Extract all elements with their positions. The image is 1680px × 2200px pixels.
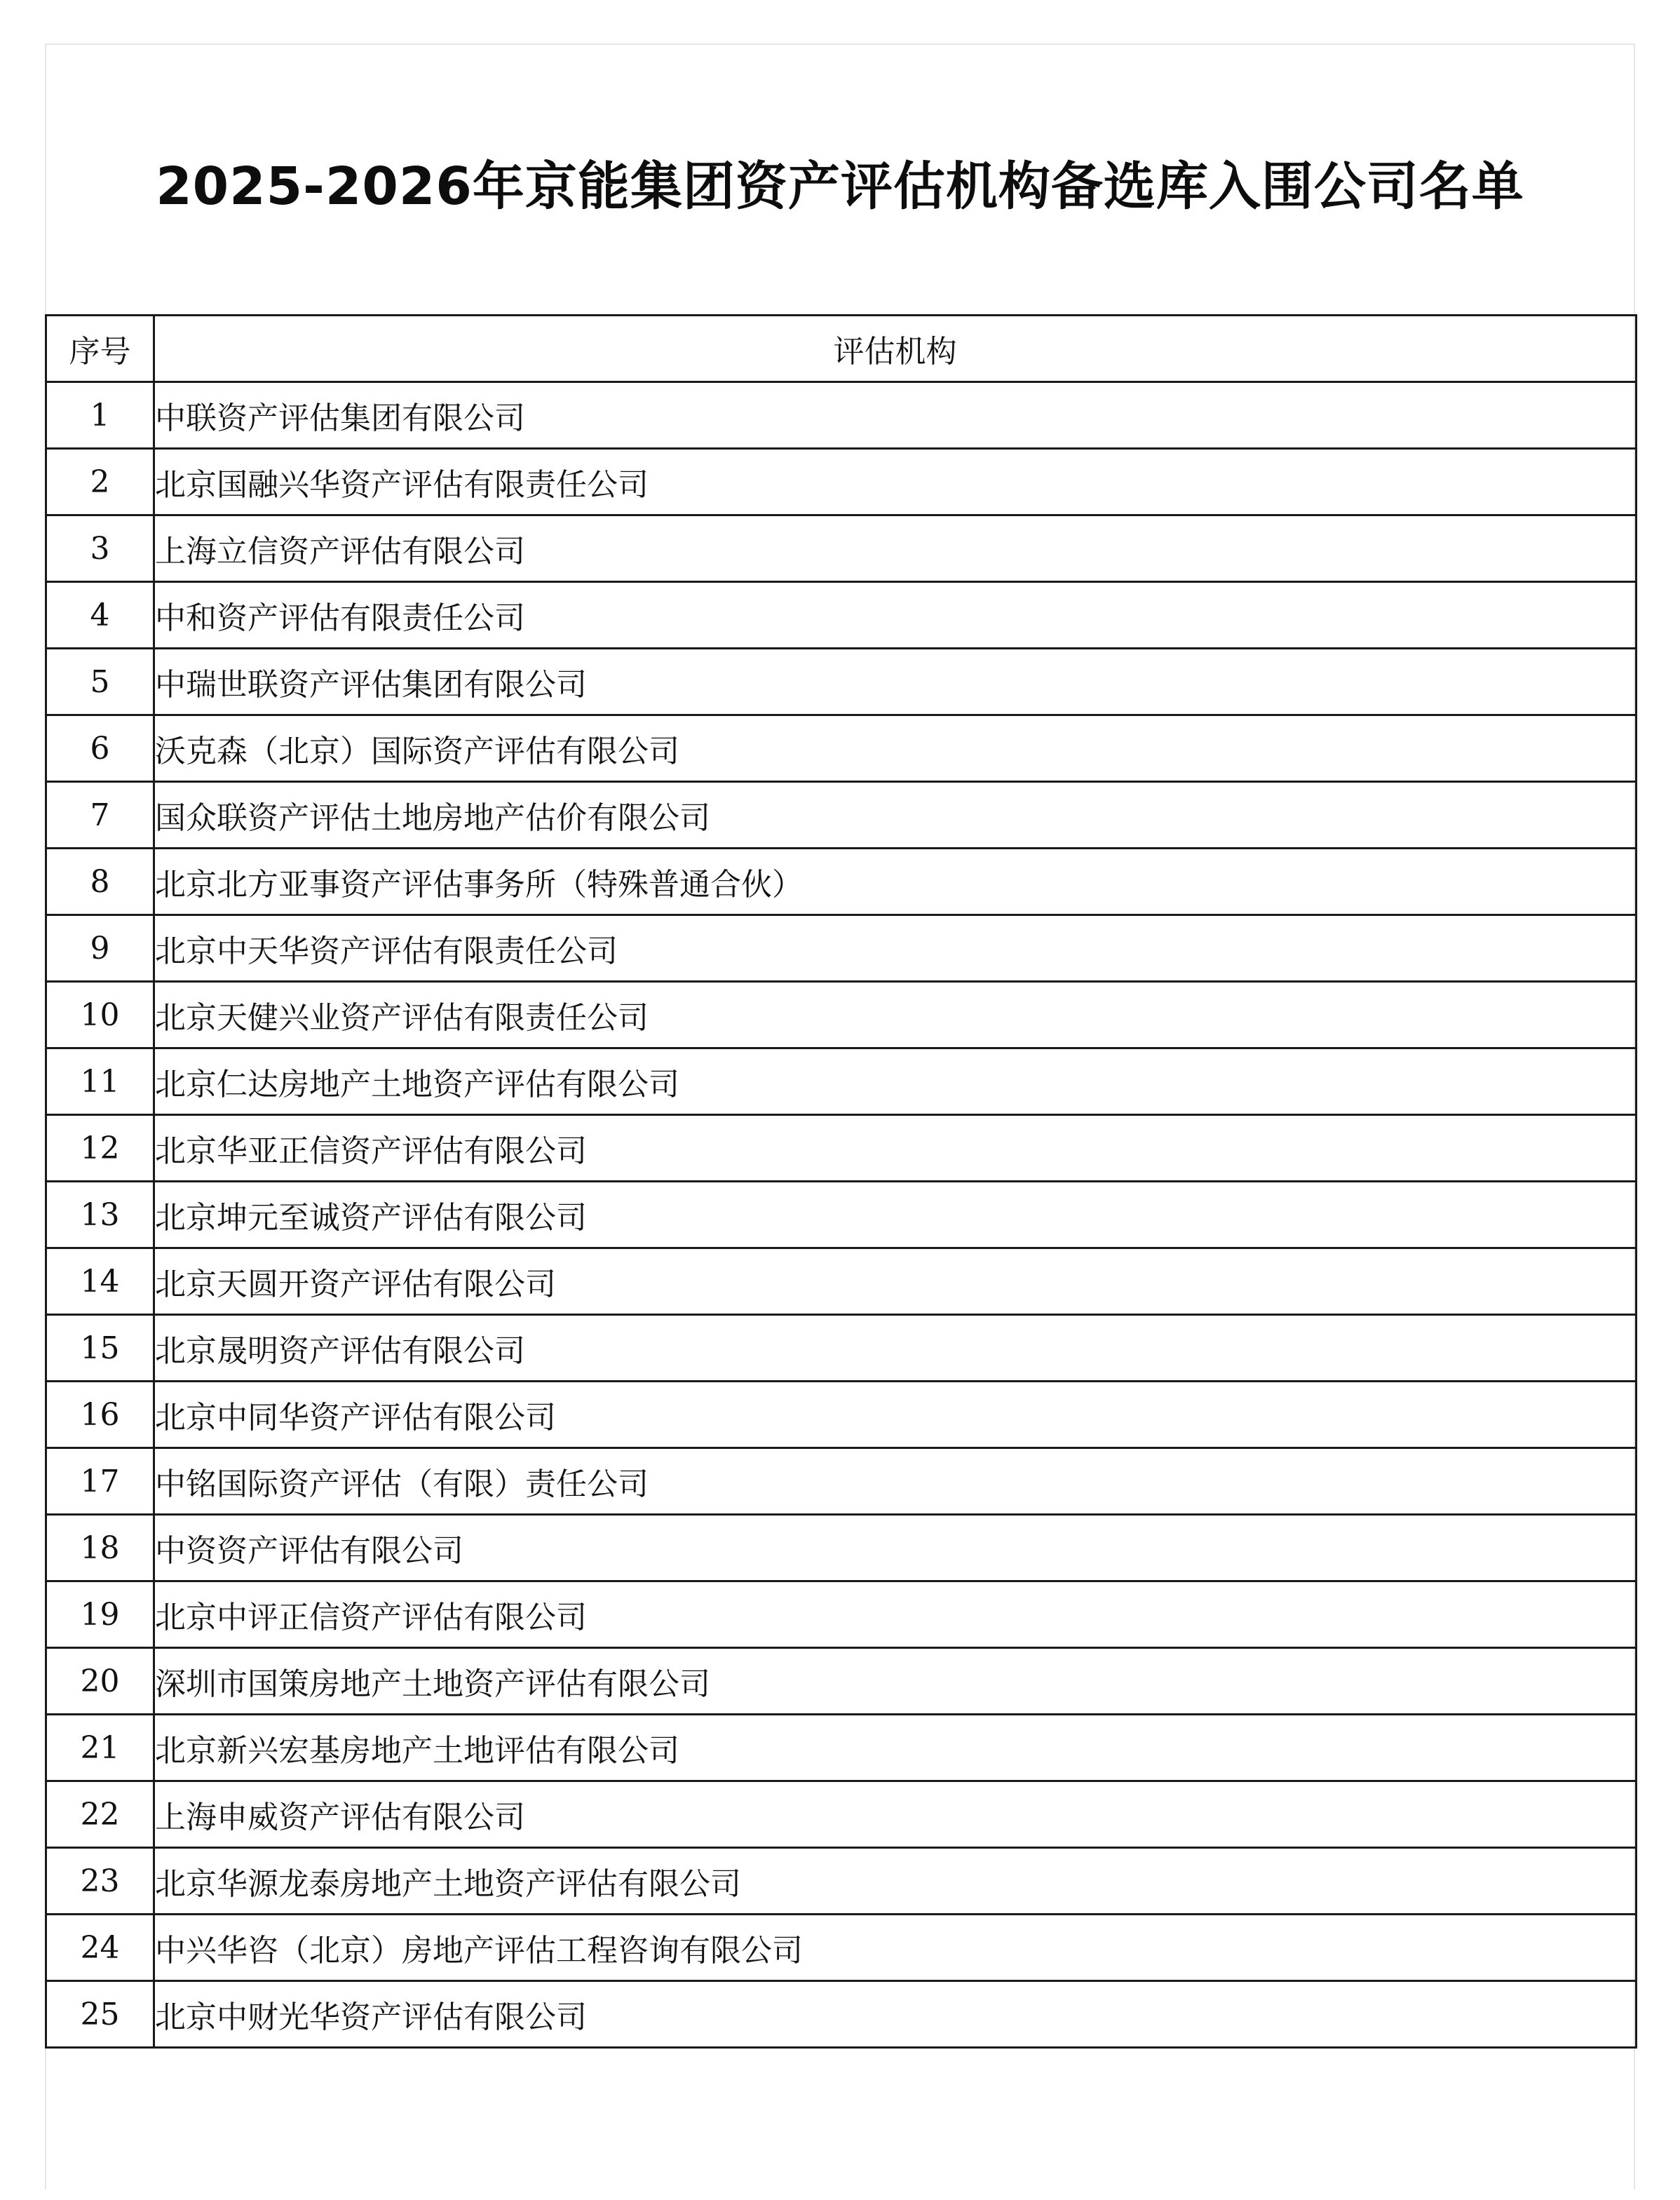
- row-seq: 25: [46, 1981, 154, 2048]
- row-seq: 1: [46, 382, 154, 449]
- table-row: [46, 1648, 1637, 1715]
- row-institution-name: 国众联资产评估土地房地产估价有限公司: [154, 782, 1637, 849]
- table-row: [46, 1781, 1637, 1848]
- table-row: [46, 449, 1637, 515]
- document-sheet: [45, 43, 1635, 2189]
- row-institution-name: 北京北方亚事资产评估事务所（特殊普通合伙）: [154, 849, 1637, 915]
- row-seq: 23: [46, 1848, 154, 1915]
- table-row: [46, 649, 1637, 715]
- row-institution-name: 中联资产评估集团有限公司: [154, 382, 1637, 449]
- row-seq: 11: [46, 1048, 154, 1115]
- table-row: [46, 1515, 1637, 1581]
- row-institution-name: 北京晟明资产评估有限公司: [154, 1315, 1637, 1382]
- table-row: [46, 1848, 1637, 1915]
- row-seq: 18: [46, 1515, 154, 1581]
- row-institution-name: 中和资产评估有限责任公司: [154, 582, 1637, 649]
- row-seq: 13: [46, 1182, 154, 1248]
- table-row: [46, 1715, 1637, 1781]
- row-institution-name: 北京中财光华资产评估有限公司: [154, 1981, 1637, 2048]
- row-seq: 7: [46, 782, 154, 849]
- row-seq: 3: [46, 515, 154, 582]
- row-seq: 21: [46, 1715, 154, 1781]
- row-seq: 22: [46, 1781, 154, 1848]
- row-institution-name: 北京新兴宏基房地产土地评估有限公司: [154, 1715, 1637, 1781]
- table-row: [46, 582, 1637, 649]
- row-institution-name: 中兴华咨（北京）房地产评估工程咨询有限公司: [154, 1915, 1637, 1981]
- row-institution-name: 中资资产评估有限公司: [154, 1515, 1637, 1581]
- table-row: [46, 1382, 1637, 1448]
- table-row: [46, 915, 1637, 982]
- table-row: [46, 1581, 1637, 1648]
- row-institution-name: 北京中评正信资产评估有限公司: [154, 1581, 1637, 1648]
- row-institution-name: 北京国融兴华资产评估有限责任公司: [154, 449, 1637, 515]
- table-row: [46, 1915, 1637, 1981]
- table-row: [46, 1981, 1637, 2048]
- row-institution-name: 深圳市国策房地产土地资产评估有限公司: [154, 1648, 1637, 1715]
- table-row: [46, 715, 1637, 782]
- row-institution-name: 北京中天华资产评估有限责任公司: [154, 915, 1637, 982]
- table-row: [46, 1115, 1637, 1182]
- row-institution-name: 上海申威资产评估有限公司: [154, 1781, 1637, 1848]
- row-seq: 14: [46, 1248, 154, 1315]
- row-seq: 5: [46, 649, 154, 715]
- row-seq: 16: [46, 1382, 154, 1448]
- row-institution-name: 中瑞世联资产评估集团有限公司: [154, 649, 1637, 715]
- row-seq: 19: [46, 1581, 154, 1648]
- row-institution-name: 沃克森（北京）国际资产评估有限公司: [154, 715, 1637, 782]
- row-institution-name: 北京华源龙泰房地产土地资产评估有限公司: [154, 1848, 1637, 1915]
- table-row: [46, 382, 1637, 449]
- row-seq: 24: [46, 1915, 154, 1981]
- row-seq: 8: [46, 849, 154, 915]
- row-seq: 12: [46, 1115, 154, 1182]
- table-row: [46, 1248, 1637, 1315]
- table-body: [46, 382, 1637, 2048]
- table-row: [46, 1448, 1637, 1515]
- row-seq: 2: [46, 449, 154, 515]
- row-seq: 9: [46, 915, 154, 982]
- row-institution-name: 中铭国际资产评估（有限）责任公司: [154, 1448, 1637, 1515]
- page-title: 2025-2026年京能集团资产评估机构备选库入围公司名单: [156, 156, 1524, 217]
- title-area: [46, 45, 1634, 314]
- row-institution-name: 北京中同华资产评估有限公司: [154, 1382, 1637, 1448]
- row-seq: 6: [46, 715, 154, 782]
- table-row: [46, 982, 1637, 1048]
- table-row: [46, 1315, 1637, 1382]
- institution-table: [45, 314, 1637, 2049]
- row-seq: 10: [46, 982, 154, 1048]
- table-header-row: [46, 316, 1637, 382]
- table-row: [46, 515, 1637, 582]
- row-institution-name: 北京坤元至诚资产评估有限公司: [154, 1182, 1637, 1248]
- row-seq: 4: [46, 582, 154, 649]
- table-row: [46, 1048, 1637, 1115]
- row-seq: 15: [46, 1315, 154, 1382]
- table-row: [46, 849, 1637, 915]
- table-row: [46, 1182, 1637, 1248]
- row-institution-name: 北京天圆开资产评估有限公司: [154, 1248, 1637, 1315]
- header-org: 评估机构: [154, 316, 1637, 382]
- row-institution-name: 北京天健兴业资产评估有限责任公司: [154, 982, 1637, 1048]
- table-row: [46, 782, 1637, 849]
- row-seq: 17: [46, 1448, 154, 1515]
- row-institution-name: 上海立信资产评估有限公司: [154, 515, 1637, 582]
- row-seq: 20: [46, 1648, 154, 1715]
- row-institution-name: 北京华亚正信资产评估有限公司: [154, 1115, 1637, 1182]
- row-institution-name: 北京仁达房地产土地资产评估有限公司: [154, 1048, 1637, 1115]
- header-seq: 序号: [46, 316, 154, 382]
